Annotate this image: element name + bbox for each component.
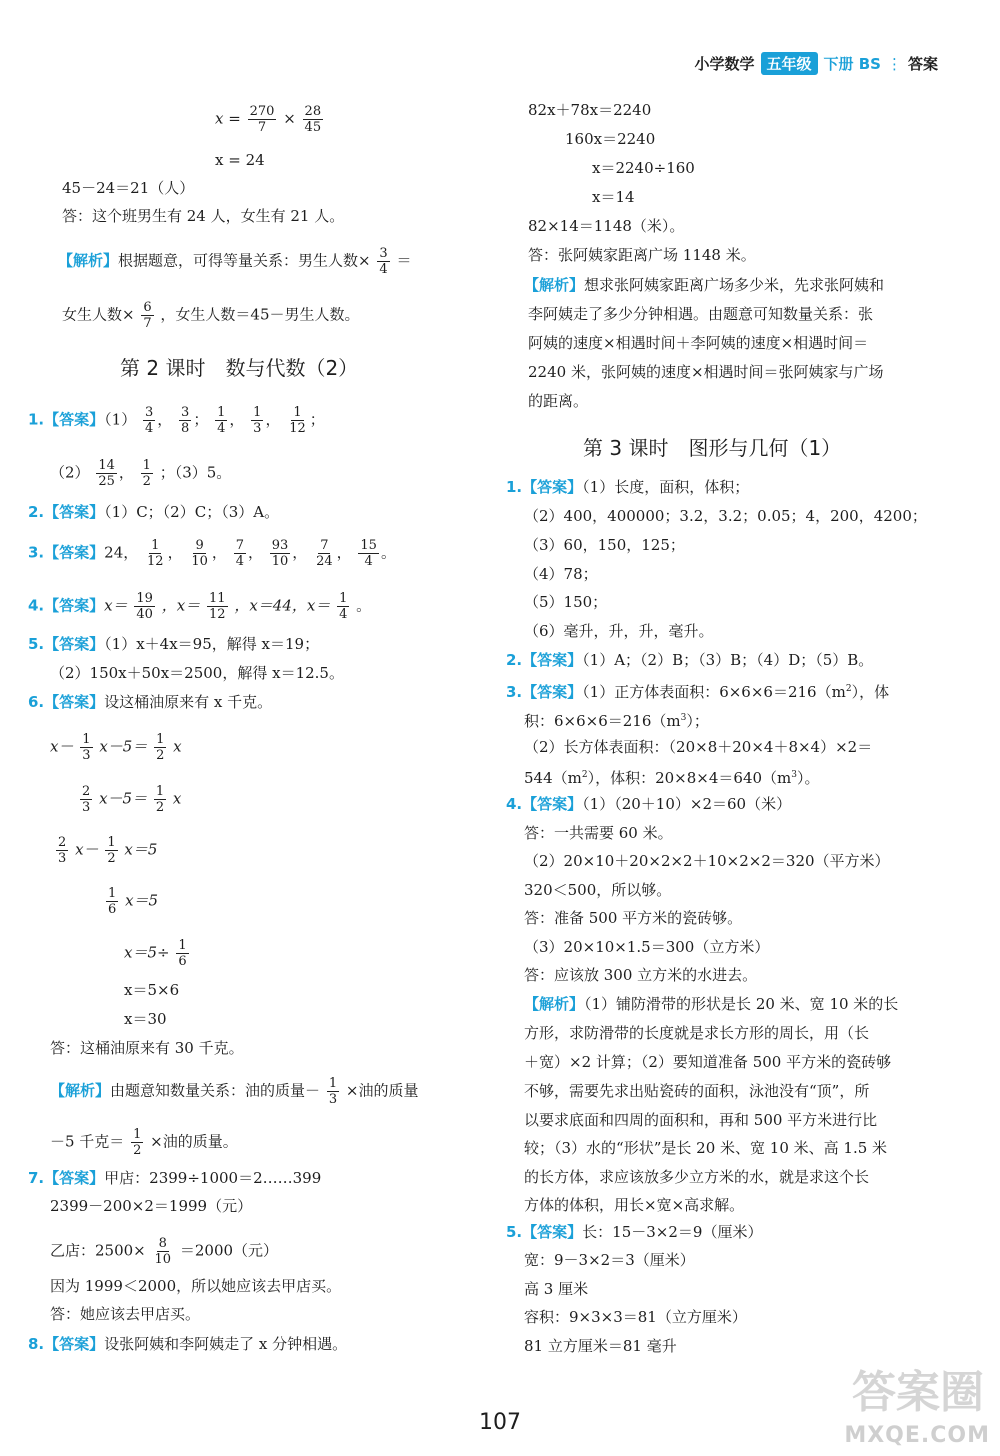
text-line: 82×14＝1148（米）。 (528, 217, 685, 235)
p1-line: （5）150； (524, 593, 608, 611)
analysis-line: 较；（3）水的“形状”是长 20 米、宽 10 米、高 1.5 米 (524, 1139, 888, 1157)
analysis-line: 【解析】根据题意，可得等量关系：男生人数× $\frac{3}{4}$ ＝ (58, 246, 412, 277)
analysis-line: 【解析】想求张阿姨家距离广场多少米，先求张阿姨和 (524, 276, 885, 294)
header-subject: 小学数学 (694, 55, 755, 73)
answer-line: 答：张阿姨家距离广场 1148 米。 (528, 246, 756, 264)
analysis-line: 的长方体，求应该放多少立方米的水，就是求这个长 (524, 1168, 870, 1186)
analysis-line: 女生人数× $\frac{6}{7}$ ，女生人数＝45－男生人数。 (62, 300, 360, 331)
p5-line: 宽：9－3×2＝3（厘米） (524, 1251, 695, 1269)
eq-line: x＝14 (592, 188, 635, 206)
p5-line: 5.【答案】长：15－3×2＝9（厘米） (506, 1223, 763, 1241)
p3-line: （2）长方体表面积：（20×8＋20×4＋8×4）×2＝ (524, 738, 873, 756)
q1-line: （2） $\frac{14}{25}$ ， $\frac{1}{2}$ ；（3）5。 (50, 458, 232, 489)
analysis-line: ＋宽）×2 计算；（2）要知道准备 500 平方米的瓷砖够 (524, 1053, 892, 1071)
section-title: 第 2 课时 数与代数（2） (120, 356, 359, 380)
analysis-line: 2240 米，张阿姨的速度×相遇时间＝张阿姨家与广场 (528, 363, 884, 381)
eq-line: x＝5×6 (124, 981, 180, 999)
answer-line: 答：准备 500 平方米的瓷砖够。 (524, 909, 743, 927)
p4-line: 4.【答案】（1）（20＋10）×2＝60（米） (506, 795, 792, 813)
analysis-line: 不够，需要先求出贴瓷砖的面积，泳池没有“顶”，所 (524, 1082, 870, 1100)
eq-line: 160x＝2240 (565, 130, 656, 148)
p1-line: （6）毫升，升，升，毫升。 (524, 622, 714, 640)
analysis-line: 的距离。 (528, 392, 589, 410)
answer-line: 答：这个班男生有 24 人，女生有 21 人。 (62, 207, 345, 225)
p2-line: 2.【答案】（1）A；（2）B；（3）B；（4）D；（5）B。 (506, 651, 874, 669)
p3-line: $544(m^2)$，体积：$20\times 8\times 4=640(m^3)$。 (524, 769, 820, 787)
analysis-line: 【解析】（1）铺防滑带的形状是长 20 米、宽 10 米的长 (524, 995, 899, 1013)
p5-line: 高 3 厘米 (524, 1280, 589, 1298)
p1-line: （2）400，400000；3.2，3.2；0.05；4，200，4200； (524, 507, 927, 525)
eq-line: x = 24 (215, 151, 265, 169)
answer-line: 答：这桶油原来有 30 千克。 (50, 1039, 244, 1057)
q4-line: 4.【答案】x＝ $\frac{19}{40}$ ，x＝ $\frac{11}{12}$ ，x＝44，x＝ $\frac{1}{4}$ 。 (28, 591, 372, 622)
p4-line: （2）20×10＋20×2×2＋10×2×2＝320（平方米） (524, 852, 890, 870)
eq-line: x－ $\frac{1}{3}$ x－5＝ $\frac{1}{2}$ x (50, 732, 182, 763)
p1-line: 1.【答案】（1）长度，面积，体积； (506, 478, 750, 496)
q7-line: 乙店：2500× $\frac{8}{10}$ ＝2000（元） (50, 1236, 279, 1267)
p1-line: （4）78； (524, 565, 598, 583)
answer-line: 答：一共需要 60 米。 (524, 824, 673, 842)
watermark-logo: 答案圈 (852, 1367, 984, 1418)
header-grade-badge: 五年级 (761, 52, 818, 75)
watermark-site: MXQE.COM (844, 1423, 990, 1448)
analysis-line: 以要求底面和四周的面积和，再和 500 平方米进行比 (524, 1111, 878, 1129)
answer-line: 答：应该放 300 立方米的水进去。 (524, 966, 758, 984)
analysis-line: 阿姨的速度×相遇时间＋李阿姨的速度×相遇时间＝ (528, 334, 869, 352)
q1-line: 1.【答案】（1） $\frac{3}{4}$ ， $\frac{3}{8}$ ； $\frac{1}{4}$ ， $\frac{1}{3}$ ， $\frac{1}{12}$ ； (28, 405, 325, 436)
q7-line: 7.【答案】甲店：2399÷1000＝2……399 (28, 1169, 322, 1187)
q3-line: 3.【答案】24， $\frac{1}{12}$ ， $\frac{9}{10}$ ， $\frac{7}{4}$ ， $\frac{93}{10}$ ， $\frac{7}{24}$ ， $\frac{15}{4}$ 。 (28, 538, 396, 569)
text-line: 45－24＝21（人） (62, 179, 195, 197)
eq-line: x＝2240÷160 (592, 159, 695, 177)
eq-line: x = $\frac{270}{7}$ × $\frac{28}{45}$ (215, 104, 322, 135)
p5-line: 81 立方厘米＝81 毫升 (524, 1337, 677, 1355)
p3-line: 3.【答案】（1）正方体表面积：$6\times 6\times 6=216(m^2)$，体 (506, 683, 890, 701)
q5-line: （2）150x＋50x＝2500，解得 x＝12.5。 (50, 664, 344, 682)
analysis-line: 方体的体积，用长×宽×高求解。 (524, 1196, 745, 1214)
p3-line: 积：$6\times 6\times 6=216(m^3)$； (524, 712, 709, 730)
q7-line: 因为 1999＜2000，所以她应该去甲店买。 (50, 1277, 342, 1295)
watermark (840, 1358, 990, 1448)
header-separator: ⋮ (886, 54, 902, 73)
page-number: 107 (479, 1410, 521, 1435)
eq-line: $\frac{1}{6}$ x＝5 (108, 886, 159, 917)
eq-line: $\frac{2}{3}$ x－ $\frac{1}{2}$ x＝5 (58, 835, 158, 866)
eq-line: $\frac{2}{3}$ x－5＝ $\frac{1}{2}$ x (82, 784, 182, 815)
q7-line: 2399－200×2＝1999（元） (50, 1197, 253, 1215)
q2-line: 2.【答案】（1）C；（2）C；（3）A。 (28, 503, 280, 521)
p5-line: 容积：9×3×3＝81（立方厘米） (524, 1308, 747, 1326)
p4-line: （3）20×10×1.5＝300（立方米） (524, 938, 770, 956)
p4-line: 320＜500，所以够。 (524, 881, 672, 899)
analysis-line: 李阿姨走了多少分钟相遇。由题意可知数量关系：张 (528, 305, 874, 323)
q8-line: 8.【答案】设张阿姨和李阿姨走了 x 分钟相遇。 (28, 1335, 348, 1353)
header-section: 答案 (907, 55, 938, 73)
q6-line: 6.【答案】设这桶油原来有 x 千克。 (28, 693, 273, 711)
header-volume: 下册 BS (823, 55, 881, 73)
page-header (694, 52, 938, 75)
analysis-line: 【解析】由题意知数量关系：油的质量－ $\frac{1}{3}$ ×油的质量 (50, 1076, 419, 1107)
q5-line: 5.【答案】（1）x＋4x＝95，解得 x＝19； (28, 635, 320, 653)
section-title: 第 3 课时 图形与几何（1） (583, 436, 842, 460)
analysis-line: －5 千克＝ $\frac{1}{2}$ ×油的质量。 (50, 1127, 238, 1158)
p1-line: （3）60，150，125； (524, 536, 685, 554)
eq-line: 82x＋78x＝2240 (528, 101, 652, 119)
answer-line: 答：她应该去甲店买。 (50, 1305, 201, 1323)
eq-line: x＝30 (124, 1010, 167, 1028)
analysis-line: 方形，求防滑带的长度就是求长方形的周长，用（长 (524, 1024, 870, 1042)
eq-line: x＝5÷ $\frac{1}{6}$ (124, 938, 187, 969)
